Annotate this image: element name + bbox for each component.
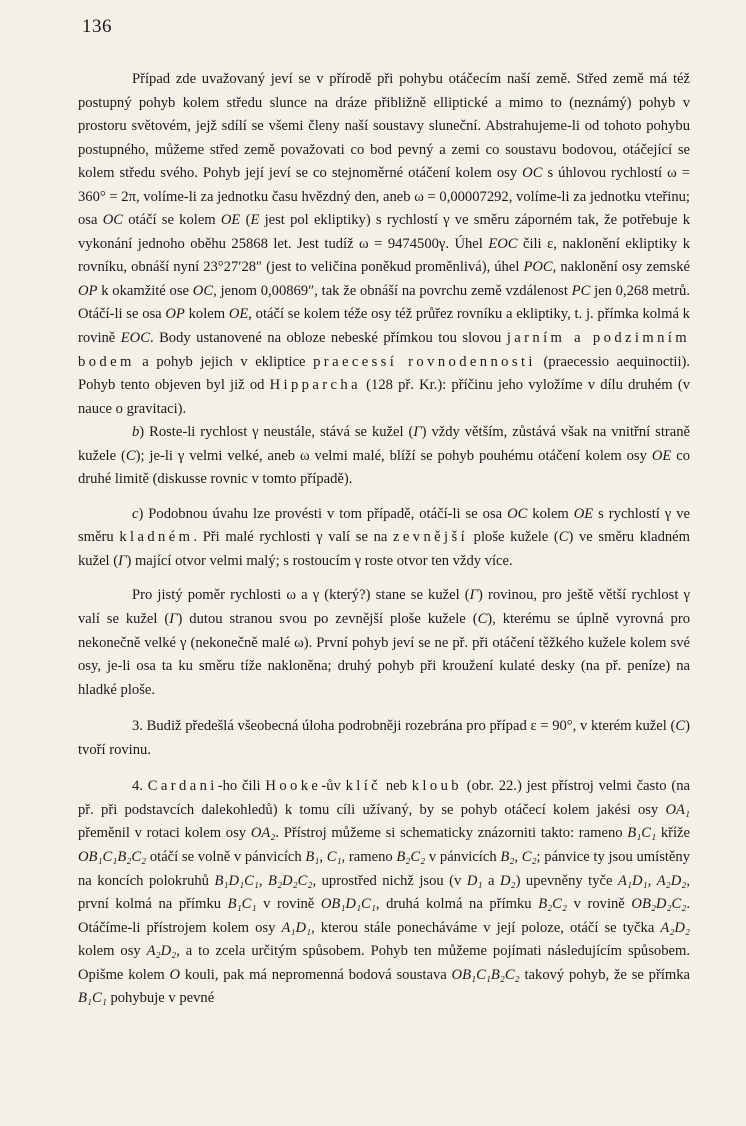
text-run: a (482, 872, 500, 889)
text-run: kolem (527, 505, 574, 522)
text-run: ) dutou stranou svou po zevnější ploše kužele ( (177, 611, 478, 628)
text-run: jen 0,268 metrů. Otáčí-li se osa (78, 282, 690, 323)
math-symbol: OA₁ (665, 801, 690, 818)
math-symbol: A₁D₁ (617, 872, 648, 889)
text-run: , uprostřed nichž jsou (v (312, 872, 467, 889)
math-symbol: OC (192, 282, 214, 299)
math-symbol: POC (523, 259, 553, 276)
text-run: -ův (321, 778, 346, 795)
text-run: pohybuje v pevné (106, 990, 215, 1007)
emphasized-term: klíč (345, 778, 382, 795)
text-run: čili ε, naklonění ekliptiky k rovníku, obnáší nyní 23°27′28″ (jest to veličina poněkud proměnlivá), úhel (78, 235, 690, 276)
page-number: 136 (82, 16, 112, 37)
text-run: neb (381, 778, 412, 795)
text-run: 4. (132, 778, 148, 795)
emphasized-term: praecessí rovnodennosti (313, 353, 536, 370)
text-run: , (514, 848, 522, 865)
math-symbol: B₂C₂ (538, 896, 567, 913)
emphasized-term: Hipparcha (269, 377, 361, 394)
math-symbol: OA₂ (250, 825, 276, 842)
math-symbol: OB₁C₁B₂C₂ (78, 848, 147, 865)
text-run: , a to zcela určitým spůsobem. Pohyb ten můžeme pojímati následujícím spůsobem. Opišme kolem (78, 943, 690, 983)
math-symbol: OE (228, 306, 249, 323)
paragraph-cone-plane (78, 584, 690, 702)
text-run: (obr. 22.) jest přístroj velmi často (na př. při podstavcích dalekohledů) k tomu cíli užívaný, by se pohyb otáčecí kolem jakési osy (78, 778, 691, 818)
math-symbol: C (477, 611, 488, 628)
text-run: kolem osy (78, 943, 147, 960)
text-run: ploše kužele ( (468, 529, 559, 546)
paragraph-earth-precession (78, 68, 690, 421)
math-symbol: B₁ (305, 848, 320, 865)
text-run: Případ zde uvažovaný jeví se v přírodě při pohybu otáčecím naší země. Střed země má též postupný pohyb kolem středu slunce na dráze přibližně elliptické a mimo to (neznámý) pohyb v prostoru světovém, jejž sdílí se všemi členy naší soustavy sluneční. Abstrahujeme-li od tohoto pohybu postupného, můžeme střed země považovati co bod pevný a zemi co soustavu bodovou, otáčející se kolem středu svého. Pohyb její jeví se co stejnoměrné otáčení kolem osy (78, 71, 690, 182)
text-run: ), kterému se úplně vyrovná pro nekonečně velké γ (nekonečně malé ω). První pohyb jeví se ne př. při otáčení těžkého kužele kolem své osy, je-li osa ta ku směru tíže nakloněna; druhý pohyb při kroužení kulaté desky (na př. peníze) na hladké ploše. (78, 611, 690, 698)
text-run: otáčí se kolem (122, 212, 221, 229)
text-run: ) Roste-li rychlost γ neustále, stává se kužel ( (139, 424, 414, 441)
text-run: ) rovinou, pro ještě větší rychlost γ valí se kužel ( (78, 587, 690, 628)
text-run: ( (240, 212, 251, 229)
text-run: kouli, pak má nepromenná bodová soustava (180, 966, 452, 983)
paragraph-case-b (78, 421, 690, 492)
text-run: , kterou stále ponecháváme v její poloze, otáčí se tyčka (311, 919, 661, 936)
text-run: ) ve směru kladném kužel ( (78, 529, 690, 569)
math-symbol: Γ (169, 611, 178, 628)
text-run: , jenom 0,00869″, tak že obnáší na povrchu země vzdálenost (213, 282, 572, 299)
text-run: ) tvoří rovinu. (78, 718, 690, 758)
text-run: jest pol ekliptiky) s rychlostí γ ve směru záporném tak, že potřebuje k vykonání jednoho oběhu 25868 let. Jest tudíž ω = 9474500γ. Úhel (78, 212, 690, 252)
text-run: ) upevněny tyče (515, 872, 618, 889)
text-run: v pánvicích (425, 848, 501, 865)
text-run: přeměnil v rotaci kolem osy (78, 825, 251, 842)
math-symbol: Γ (469, 587, 478, 604)
math-symbol: OE (573, 505, 594, 522)
text-run: ) vždy větším, zůstává však na vnitřní straně kužele ( (78, 424, 690, 464)
math-symbol: A₁D₁ (281, 919, 312, 936)
text-run: . Body ustanovené na obloze nebeské přímkou tou slovou (149, 330, 507, 347)
math-symbol: A₂D₂ (660, 919, 690, 936)
math-symbol: D₂ (499, 872, 516, 889)
text-run: kříže (656, 825, 690, 842)
text-run: , otáčí se kolem téže osy též průřez rovníku a ekliptiky, t. j. přímka kolmá k rovině (78, 306, 690, 347)
text-run: ) Podobnou úvahu lze provésti v tom případě, otáčí-li se osa (138, 505, 508, 522)
math-symbol: c (132, 505, 139, 522)
emphasized-term: kladném (119, 529, 194, 546)
math-symbol: OC (522, 165, 543, 182)
text-run: v rovině (256, 896, 321, 913)
text-run: , (319, 848, 327, 865)
text-run: Pro jistý poměr rychlosti ω a γ (který?) stane se kužel ( (132, 587, 470, 604)
math-symbol: C (558, 529, 569, 546)
text-run: k okamžité ose (97, 282, 193, 299)
text-run: (128 př. Kr.): příčinu jeho vyložíme v dílu druhém (v nauce o gravitaci). (78, 377, 690, 417)
paragraph-point-3 (78, 715, 690, 762)
math-symbol: OP (78, 282, 98, 299)
text-run: ) mající otvor velmi malý; s rostoucím γ roste otvor ten vždy více. (126, 552, 513, 569)
text-run: , (647, 872, 657, 889)
emphasized-term: jarním a podzimním bodem (78, 330, 691, 370)
math-symbol: Γ (118, 552, 127, 569)
math-symbol: EOC (120, 330, 150, 347)
math-symbol: Γ (413, 424, 422, 441)
math-symbol: B₁C₁ (227, 896, 257, 913)
text-run: , druhá kolmá na přímku (375, 896, 539, 913)
math-symbol: OE (220, 212, 241, 229)
math-symbol: B₂D₂C₂ (268, 872, 313, 889)
math-symbol: OC (507, 505, 528, 522)
text-run: . Při malé rychlosti γ valí se na (193, 529, 394, 546)
text-run: -ho čili (217, 778, 266, 795)
emphasized-term: kloub (411, 778, 462, 795)
math-symbol: A₂D₂ (656, 872, 687, 889)
math-symbol: B₁C₁ (627, 825, 657, 842)
math-symbol: b (132, 424, 140, 441)
math-symbol: OB₁C₁B₂C₂ (451, 966, 520, 983)
text-run: s úhlovou rychlostí ω = 360° = 2π, volíme-li za jednotku času hvězdný den, aneb ω = 0,00007292, volíme-li za jednotku vteřinu; osa (78, 165, 690, 229)
text-run: , rameno (341, 848, 397, 865)
text-run: otáčí se volně v pánvicích (146, 848, 306, 865)
math-symbol: A₂D₂ (146, 943, 177, 960)
emphasized-term: Cardani (147, 778, 218, 795)
text-run: a pohyb jejich v ekliptice (134, 353, 314, 370)
text-run: 3. Budiž předešlá všeobecná úloha podrobněji rozebrána pro případ ε = 90°, v kterém kužel ( (132, 718, 676, 735)
math-symbol: OC (102, 212, 123, 229)
math-symbol: EOC (488, 235, 518, 252)
math-symbol: B₁C₁ (78, 990, 107, 1007)
paragraph-case-c (78, 503, 690, 574)
math-symbol: OB₁D₁C₁ (320, 896, 376, 913)
math-symbol: D₁ (466, 872, 483, 889)
text-run: s rychlostí γ ve směru (78, 505, 690, 546)
text-run: . Otáčíme-li přístrojem kolem osy (78, 896, 691, 936)
text-run: takový pohyb, že se přímka (519, 966, 690, 983)
math-symbol: OP (165, 306, 185, 323)
math-symbol: PC (571, 282, 591, 299)
text-run: , první kolmá na přímku (78, 872, 690, 913)
text-run: ); je-li γ velmi velké, aneb ω velmi malé, blíží se pohyb pouhému otáčení kolem osy (135, 447, 652, 464)
text-run: v rovině (566, 896, 632, 913)
math-symbol: C₂ (521, 848, 537, 865)
emphasized-term: zevnější (393, 529, 469, 546)
text-run: . Přístroj můžeme si schematicky znázorniti takto: rameno (275, 825, 628, 842)
emphasized-term: Hooke (265, 778, 322, 795)
text-run: , naklonění osy zemské (552, 259, 690, 276)
math-symbol: B₁D₁C₁ (214, 872, 259, 889)
math-symbol: OE (651, 447, 672, 464)
math-symbol: O (169, 966, 181, 983)
math-symbol: C (125, 447, 136, 464)
math-symbol: OB₂D₂C₂ (631, 896, 687, 913)
math-symbol: E (250, 212, 260, 229)
text-run: , (258, 872, 269, 889)
math-symbol: B₂ (500, 848, 515, 865)
paragraph-cardan-joint (78, 775, 690, 1010)
text-run: co druhé limitě (diskusse rovnic v tomto případě). (78, 447, 690, 488)
text-run: (praecessio aequinoctii). Pohyb tento objeven byl již od (78, 353, 691, 394)
math-symbol: C (675, 718, 686, 735)
math-symbol: B₂C₂ (396, 848, 426, 865)
text-run: ; pánvice ty jsou umístěny na koncích polokruhů (78, 848, 690, 889)
text-run: kolem (184, 306, 229, 323)
math-symbol: C₁ (326, 848, 342, 865)
